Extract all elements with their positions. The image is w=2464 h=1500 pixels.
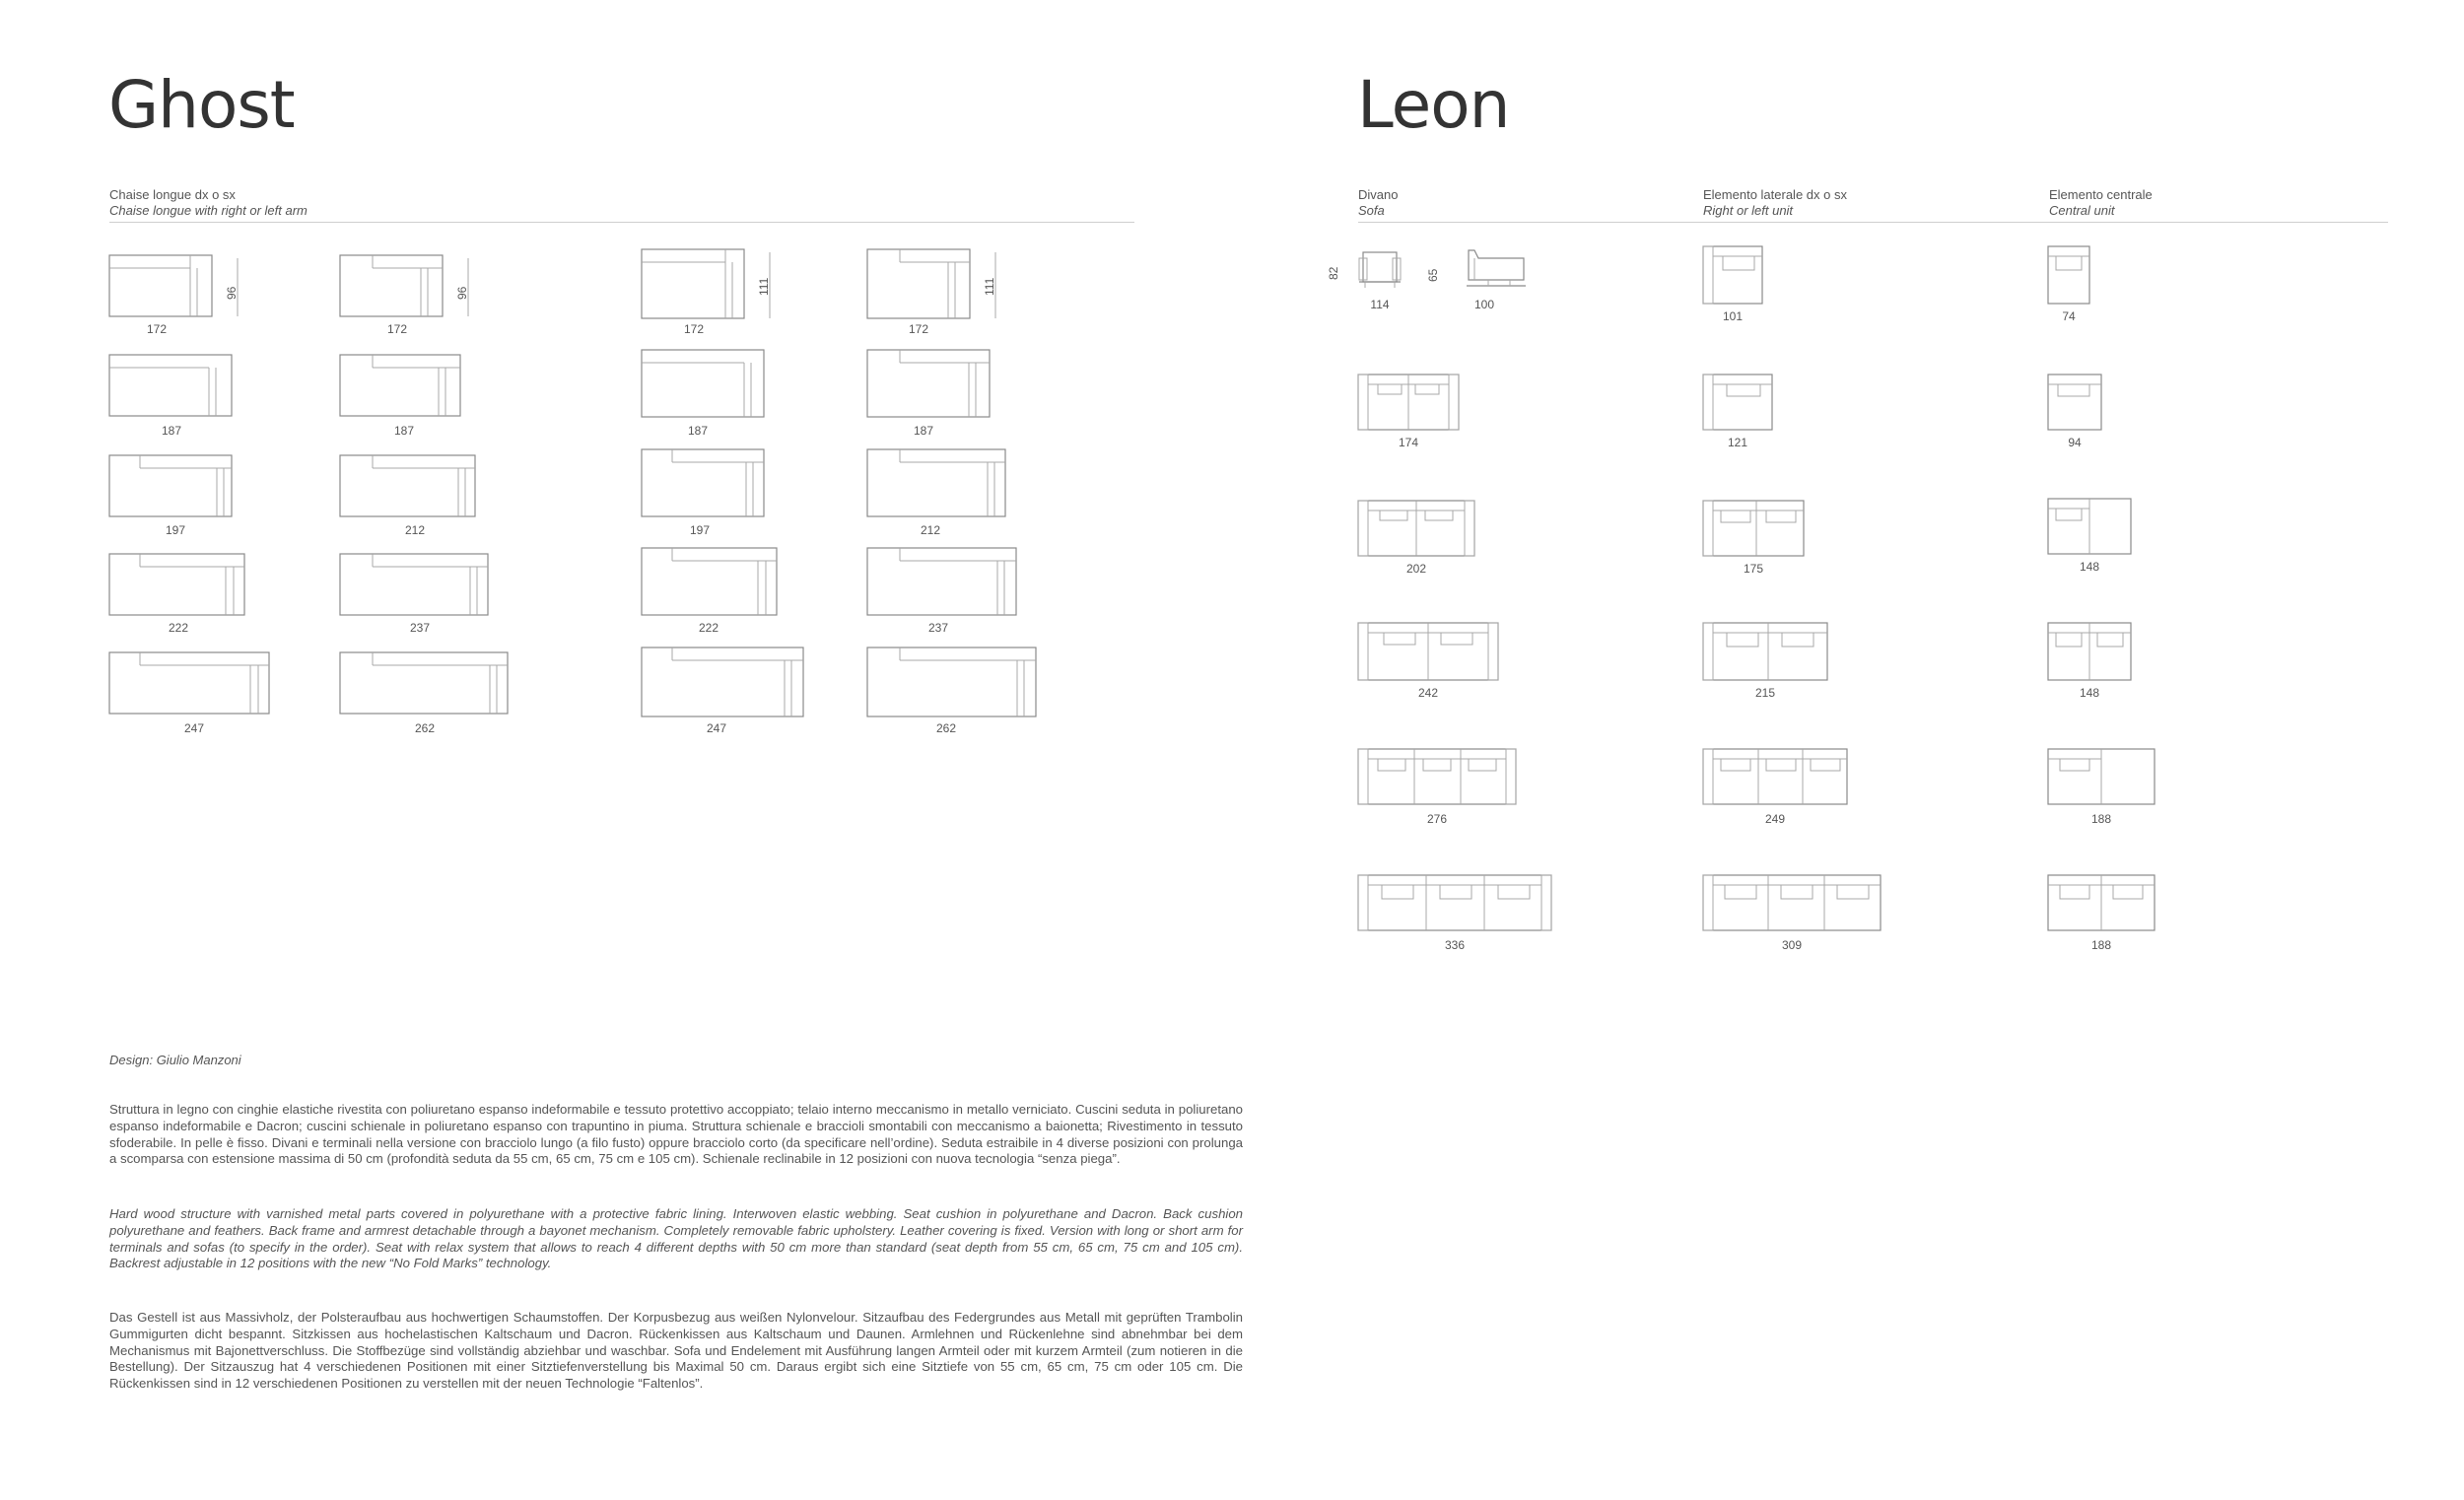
ghost-chaise-172-c <box>642 249 770 318</box>
ghost-width-label: 247 <box>706 721 727 735</box>
leon-armchair-width: 114 <box>1370 298 1390 311</box>
ghost-chaise-247-c <box>642 648 803 716</box>
ghost-chaise-262-b <box>340 652 508 714</box>
leon-central-148-b <box>2048 623 2131 680</box>
leon-armchair-front <box>1359 252 1401 288</box>
leon-drawings <box>1281 227 2464 976</box>
leon-sofa-width: 336 <box>1444 938 1466 952</box>
ghost-depth-label: 96 <box>455 286 469 300</box>
leon-central-74 <box>2048 246 2089 304</box>
ghost-title: Ghost <box>108 67 295 143</box>
ghost-drawings <box>0 0 1183 749</box>
ghost-width-label: 237 <box>927 621 949 635</box>
leon-section-it: Elemento laterale dx o sx <box>1703 187 1847 202</box>
leon-divider <box>1358 222 2388 223</box>
leon-section-side-unit <box>1703 187 1847 219</box>
description-german: Das Gestell ist aus Massivholz, der Polsteraufbau aus hochwertigen Schaumstoffen. Der Korpusbezug aus weißen Nylonvelour. Sitzaufbau des Federgrundes aus Metall mit geprüften Trambolin Gummigurten dicht bespannt. Sitzkissen aus hochelastischen Kaltschaum und Dacron. Rückenkissen aus Kaltschaum und Daunen. Armlehnen und Rückenlehne sind abnehmbar bei dem Mechanismus mit Bajonettverschluss. Die Stoffbezüge sind vollständig abziehbar und waschbar. Sofa und Endelement mit Ausführung langen Armteil oder mit kurzem Armteil (zum notieren in die Bestellung). Der Sitzauszug hat 4 verschiedenen Positionen mit einer Sitztiefenverstellung bis Maximal 50 cm. Daraus ergibt sich eine Sitztiefe von 55 cm, 65 cm, 75 cm oder 105 cm. Die Rückenkissen sind in 12 verschiedenen Positionen zu verstellen mit der neuen Technologie “Faltenlos”. <box>109 1310 1243 1392</box>
leon-side-101 <box>1703 246 1762 304</box>
leon-armchair-side-depth: 100 <box>1473 298 1495 311</box>
ghost-chaise-237-d <box>867 548 1016 615</box>
ghost-width-label: 212 <box>404 523 426 537</box>
ghost-chaise-172-d <box>867 249 995 318</box>
leon-side-width: 309 <box>1781 938 1803 952</box>
ghost-width-label: 247 <box>183 721 205 735</box>
ghost-width-label: 212 <box>920 523 941 537</box>
leon-side-215 <box>1703 623 1827 680</box>
ghost-width-label: 197 <box>689 523 711 537</box>
leon-sofa-width: 202 <box>1405 562 1427 576</box>
leon-sofa-202 <box>1358 501 1474 556</box>
leon-armchair-side <box>1467 250 1526 286</box>
description-italian: Struttura in legno con cinghie elastiche rivestita con poliuretano espanso indeformabile e tessuto protettivo accoppiato; telaio interno meccanismo in metallo verniciato. Cuscini seduta in poliuretano espanso indeformabile e Dacron; cuscini schienale in poliuretano espanso con trapuntino in piuma. Struttura schienale e braccioli smontabili con meccanismo a baionetta; Rivestimento in tessuto sfoderabile. In pelle è fisso. Divani e terminali nella versione con bracciolo lungo (a filo fusto) oppure bracciolo corto (da specificare nell’ordine). Seduta estraibile in 4 diverse posizioni con prolunga a scomparsa con estensione massima di 50 cm (profondità seduta da 55 cm, 65 cm, 75 cm e 105 cm). Schienale reclinabile in 12 posizioni con nuova tecnologia “senza piega”. <box>109 1102 1243 1167</box>
leon-central-width: 188 <box>2090 938 2112 952</box>
ghost-chaise-212-b <box>340 455 475 516</box>
leon-section-sofa <box>1358 187 1398 219</box>
leon-side-309 <box>1703 875 1881 930</box>
ghost-width-label: 197 <box>165 523 186 537</box>
leon-side-width: 175 <box>1743 562 1764 576</box>
ghost-chaise-237-b <box>340 554 488 615</box>
leon-side-width: 101 <box>1722 309 1744 323</box>
leon-sofa-336 <box>1358 875 1551 930</box>
leon-title: Leon <box>1357 67 1510 143</box>
leon-side-121 <box>1703 375 1772 430</box>
ghost-depth-label: 96 <box>225 286 239 300</box>
leon-side-175 <box>1703 501 1804 556</box>
leon-side-width: 121 <box>1727 436 1748 449</box>
leon-section-en: Right or left unit <box>1703 203 1794 218</box>
ghost-width-label: 262 <box>414 721 436 735</box>
ghost-section-en: Chaise longue with right or left arm <box>109 203 308 218</box>
leon-central-width: 188 <box>2090 812 2112 826</box>
leon-section-it: Divano <box>1358 187 1399 202</box>
leon-section-en: Central unit <box>2049 203 2115 218</box>
ghost-width-label: 172 <box>683 322 705 336</box>
ghost-width-label: 172 <box>146 322 168 336</box>
leon-side-249 <box>1703 749 1847 804</box>
ghost-width-label: 187 <box>687 424 709 438</box>
ghost-depth-label: 111 <box>757 277 771 296</box>
ghost-width-label: 222 <box>698 621 719 635</box>
leon-side-width: 215 <box>1754 686 1776 700</box>
leon-side-width: 249 <box>1764 812 1786 826</box>
description-english: Hard wood structure with varnished metal parts covered in polyurethane with a protective fabric lining. Interwoven elastic webbing. Seat cushion in polyurethane and Dacron. Back cushion polyurethane and feathers. Back frame and armrest detachable through a bayonet mechanism. Completely removable fabric upholstery. Leather covering is fixed. Version with long or short arm for terminals and sofas (to specify in the order). Seat with relax system that allows to reach 4 different depths with 50 cm more than standard (seat depth from 55 cm, 65 cm, 75 cm and 105 cm). Backrest adjustable in 12 positions with the new “No Fold Marks” technology. <box>109 1206 1243 1271</box>
design-credit: Design: Giulio Manzoni <box>109 1053 241 1067</box>
ghost-chaise-247-a <box>109 652 269 714</box>
ghost-width-label: 172 <box>908 322 929 336</box>
leon-sofa-174 <box>1358 375 1459 430</box>
ghost-chaise-187-c <box>642 350 764 417</box>
ghost-chaise-172-a <box>109 255 238 316</box>
leon-sofa-242 <box>1358 623 1498 680</box>
leon-central-width: 148 <box>2079 686 2100 700</box>
ghost-section-it: Chaise longue dx o sx <box>109 187 236 202</box>
leon-central-188-a <box>2048 749 2155 804</box>
ghost-width-label: 187 <box>393 424 415 438</box>
leon-sofa-width: 276 <box>1426 812 1448 826</box>
ghost-chaise-222-a <box>109 554 244 615</box>
ghost-chaise-197-a <box>109 455 232 516</box>
ghost-width-label: 172 <box>386 322 408 336</box>
leon-sofa-width: 174 <box>1398 436 1419 449</box>
leon-central-width: 74 <box>2062 309 2076 323</box>
ghost-chaise-187-d <box>867 350 990 417</box>
leon-central-width: 94 <box>2068 436 2082 449</box>
ghost-width-label: 187 <box>161 424 182 438</box>
leon-central-width: 148 <box>2079 560 2100 574</box>
leon-section-en: Sofa <box>1358 203 1385 218</box>
ghost-depth-label: 111 <box>983 277 996 296</box>
ghost-chaise-187-a <box>109 355 232 416</box>
leon-armchair-side-height: 65 <box>1426 268 1440 282</box>
leon-sofa-276 <box>1358 749 1516 804</box>
ghost-chaise-187-b <box>340 355 460 416</box>
leon-section-central-unit <box>2049 187 2153 219</box>
leon-sofa-width: 242 <box>1417 686 1439 700</box>
leon-central-148-a <box>2048 499 2131 554</box>
ghost-chaise-262-d <box>867 648 1036 716</box>
ghost-chaise-172-b <box>340 255 468 316</box>
ghost-chaise-222-c <box>642 548 777 615</box>
leon-section-it: Elemento centrale <box>2049 187 2153 202</box>
leon-armchair-height: 82 <box>1327 266 1340 280</box>
ghost-width-label: 187 <box>913 424 934 438</box>
ghost-width-label: 222 <box>168 621 189 635</box>
ghost-width-label: 262 <box>935 721 957 735</box>
leon-central-188-b <box>2048 875 2155 930</box>
ghost-chaise-197-c <box>642 449 764 516</box>
ghost-width-label: 237 <box>409 621 431 635</box>
leon-central-94 <box>2048 375 2101 430</box>
ghost-chaise-212-d <box>867 449 1005 516</box>
